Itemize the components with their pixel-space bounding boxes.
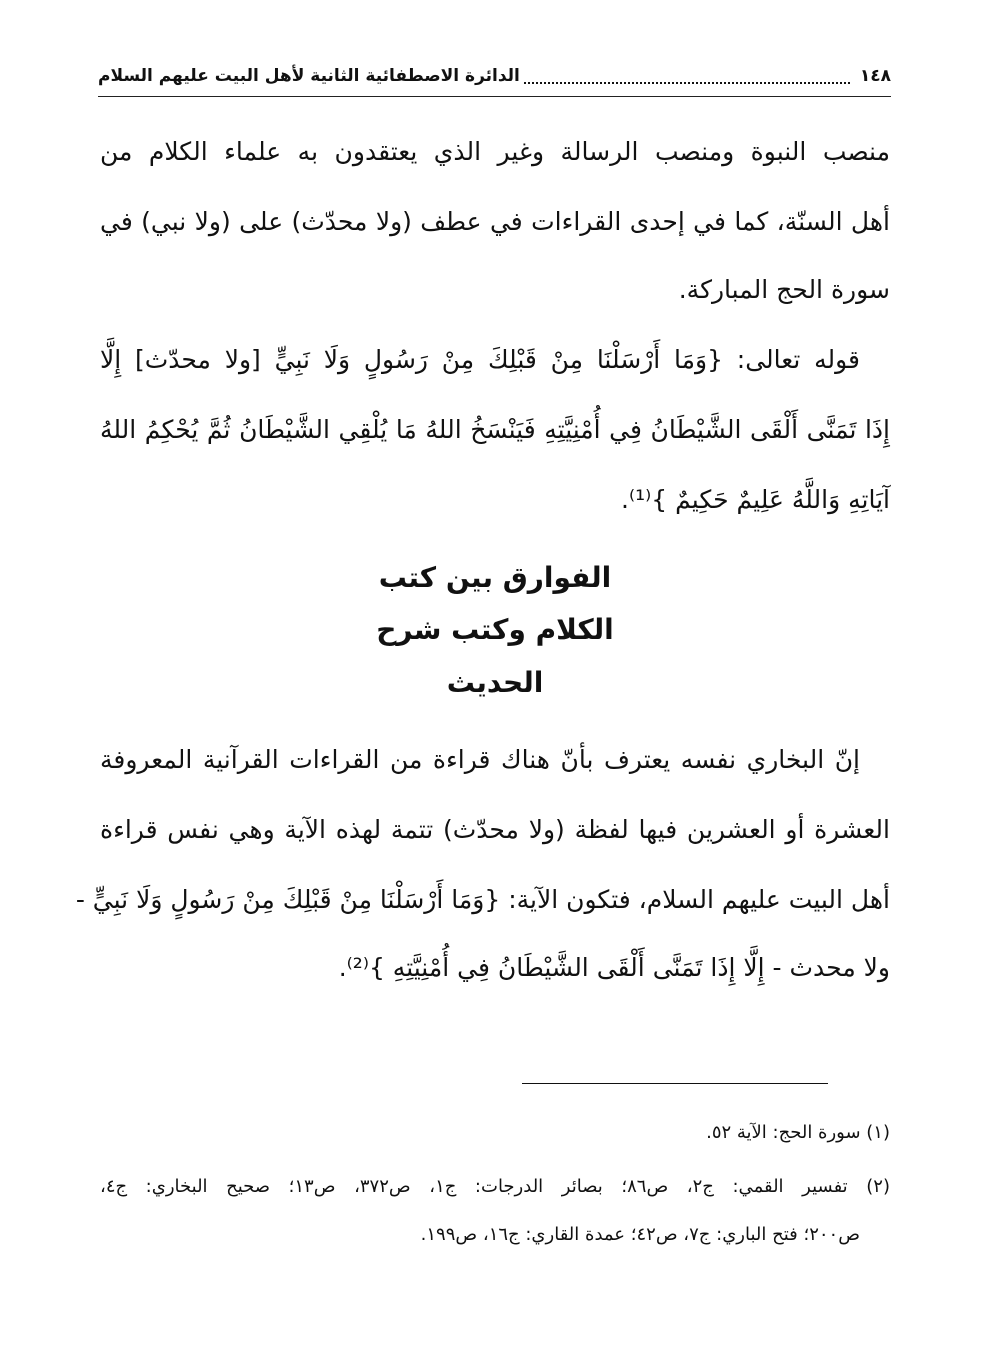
footnote-continuation: ص٢٠٠؛ فتح الباري: ج٧، ص٤٢؛ عمدة القاري: ج١٦، ص١٩٩. <box>420 1224 860 1245</box>
paragraph-line: أهل السنّة، كما في إحدى القراءات في عطف (ولا محدّث) على (ولا نبي) في <box>100 207 890 236</box>
header-rule <box>98 96 891 97</box>
footnote: (٢) تفسير القمي: ج٢، ص٨٦؛ بصائر الدرجات: ج١، ص٣٧٢، ص١٣؛ صحيح البخاري: ج٤، <box>100 1176 890 1197</box>
section-heading-line: الكلام وكتب شرح <box>376 613 614 646</box>
running-title: الدائرة الاصطفائية الثانية لأهل البيت عليهم السلام <box>98 66 520 86</box>
verse-line: إِذَا تَمَنَّى أَلْقَى الشَّيْطَانُ فِي أُمْنِيَّتِهِ فَيَنْسَخُ اللهُ مَا يُلْقِي الشَّيْطَانُ ثُمَّ يُحْكِمُ اللهُ <box>100 415 890 444</box>
section-heading-line: الحديث <box>446 666 544 699</box>
footnote: (١) سورة الحج: الآية ٥٢. <box>706 1122 890 1143</box>
paragraph-line: ولا محدث - إِلَّا إِذَا تَمَنَّى أَلْقَى الشَّيْطَانُ فِي أُمْنِيَّتِهِ }⁽²⁾. <box>338 953 890 982</box>
paragraph-line: إنّ البخاري نفسه يعترف بأنّ هناك قراءة من القراءات القرآنية المعروفة <box>100 745 860 774</box>
verse-line: قوله تعالى: {وَمَا أَرْسَلْنَا مِنْ قَبْلِكَ مِنْ رَسُولٍ وَلَا نَبِيٍّ [ولا محدّث] إِلَّا <box>100 345 860 374</box>
header-dot-leader <box>524 68 850 84</box>
paragraph-line: سورة الحج المباركة. <box>678 275 890 304</box>
section-heading-line: الفوارق بين كتب <box>378 561 612 594</box>
paragraph-line: العشرة أو العشرين فيها لفظة (ولا محدّث) تتمة لهذه الآية وهي نفس قراءة <box>100 815 890 844</box>
footnote-separator <box>522 1083 828 1084</box>
verse-line: آيَاتِهِ وَاللَّهُ عَلِيمٌ حَكِيمٌ }⁽¹⁾. <box>621 485 890 514</box>
page-number: ١٤٨ <box>859 66 891 86</box>
running-header <box>98 60 891 92</box>
paragraph-line: أهل البيت عليهم السلام، فتكون الآية: {وَمَا أَرْسَلْنَا مِنْ قَبْلِكَ مِنْ رَسُولٍ وَلَا نَبِيٍّ - <box>75 885 890 914</box>
paragraph-line: منصب النبوة ومنصب الرسالة وغير الذي يعتقدون به علماء الكلام من <box>100 137 890 166</box>
